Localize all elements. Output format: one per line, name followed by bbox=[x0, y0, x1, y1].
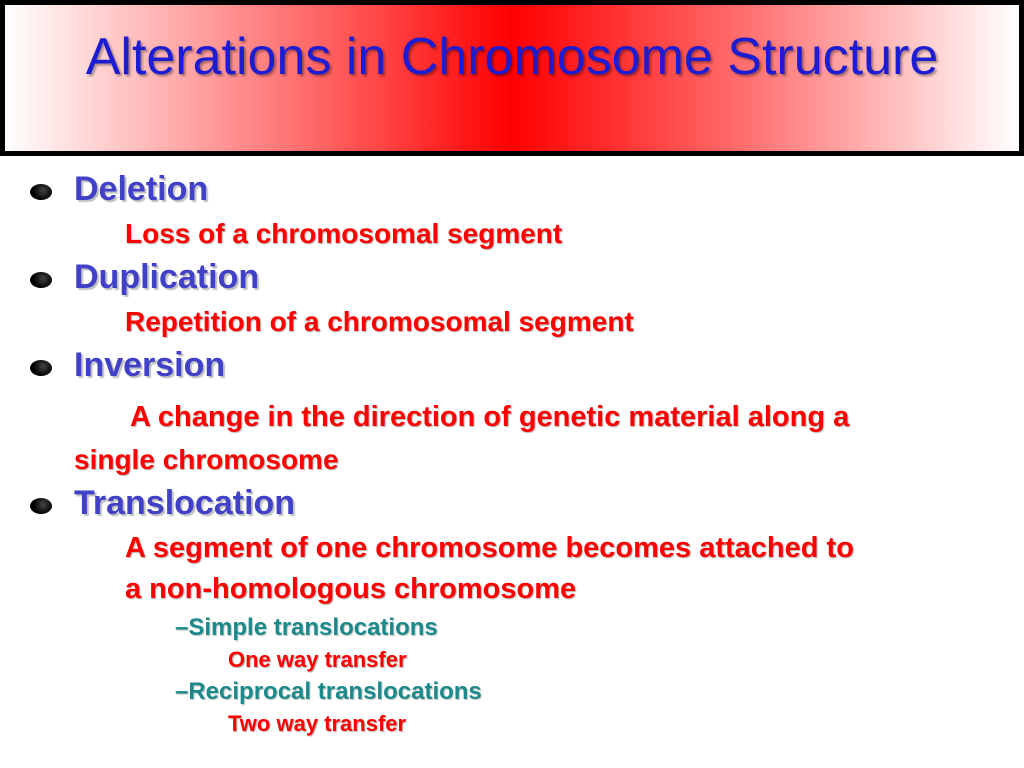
bullet-icon bbox=[30, 360, 52, 376]
item-heading-translocation: Translocation bbox=[74, 484, 296, 522]
item-description-inversion-line1: A change in the direction of genetic material along a bbox=[130, 401, 850, 433]
item-description-duplication: Repetition of a chromosomal segment bbox=[125, 306, 634, 337]
bullet-icon bbox=[30, 272, 52, 288]
item-heading-deletion: Deletion bbox=[74, 170, 209, 208]
subitem-detail-one-way-transfer: One way transfer bbox=[228, 647, 407, 672]
item-description-deletion: Loss of a chromosomal segment bbox=[125, 218, 563, 249]
subitem-reciprocal-translocations: –Reciprocal translocations bbox=[175, 678, 482, 705]
bullet-icon bbox=[30, 184, 52, 200]
item-heading-inversion: Inversion bbox=[74, 346, 226, 384]
bullet-icon bbox=[30, 498, 52, 514]
item-description-translocation-line2: a non-homologous chromosome bbox=[125, 573, 577, 605]
item-description-translocation-line1: A segment of one chromosome becomes attached to bbox=[125, 532, 854, 564]
item-heading-duplication: Duplication bbox=[74, 258, 260, 296]
subitem-simple-translocations: –Simple translocations bbox=[175, 614, 438, 641]
subitem-detail-two-way-transfer: Two way transfer bbox=[228, 711, 407, 736]
title-bar bbox=[0, 0, 1024, 156]
item-description-inversion-line2: single chromosome bbox=[74, 444, 339, 475]
slide-title: Alterations in Chromosome Structure bbox=[85, 28, 939, 86]
